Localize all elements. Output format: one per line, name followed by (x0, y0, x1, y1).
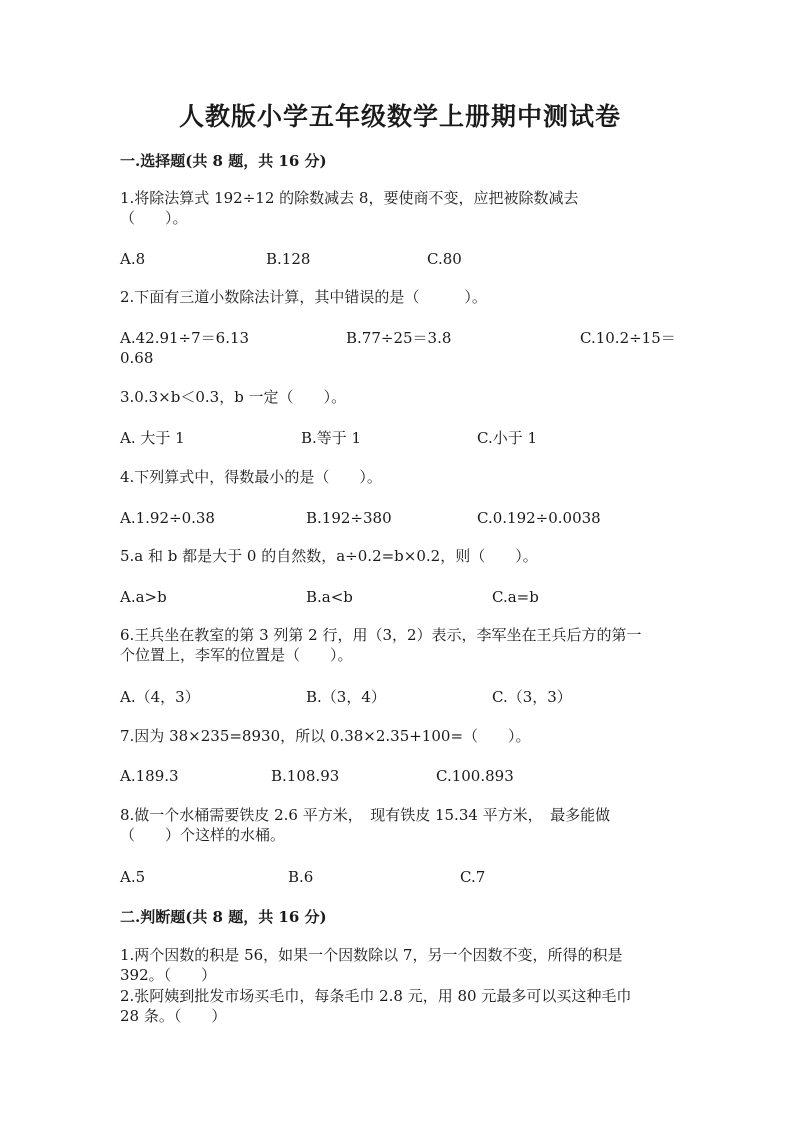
question-text-cont: （ ）。 (120, 209, 188, 227)
section-heading-judgement: 二.判断题(共 8 题，共 16 分) (120, 908, 327, 926)
options-1 (120, 249, 680, 269)
question-3 (120, 387, 680, 407)
options-6 (120, 687, 680, 707)
option-c: C.100.893 (436, 767, 514, 785)
question-text: 6.王兵坐在教室的第 3 列第 2 行，用（3，2）表示，李军坐在王兵后方的第一 (120, 626, 642, 644)
option-b: B.77÷25＝3.8 (346, 329, 452, 347)
option-b: B.192÷380 (306, 509, 392, 527)
option-a: A.5 (120, 868, 146, 886)
question-text-cont: 个位置上，李军的位置是（ ）。 (120, 646, 353, 664)
question-text: 1.将除法算式 192÷12 的除数减去 8，要使商不变，应把被除数减去 (120, 189, 579, 207)
question-6 (120, 625, 680, 665)
options-7 (120, 766, 680, 786)
question-5 (120, 546, 680, 566)
options-5 (120, 587, 680, 607)
question-text: 3.0.3×b＜0.3，b 一定（ ）。 (120, 388, 347, 406)
question-7 (120, 726, 680, 746)
option-c-cont: 0.68 (120, 349, 154, 367)
question-1 (120, 188, 680, 228)
judgement-question-2 (120, 986, 680, 1026)
option-b: B.6 (288, 868, 314, 886)
option-b: B.a<b (306, 588, 353, 606)
option-a: A.1.92÷0.38 (120, 509, 215, 527)
question-text-cont: 28 条。（ ） (120, 1007, 227, 1025)
options-8 (120, 867, 680, 887)
question-text: 2.张阿姨到批发市场买毛巾，每条毛巾 2.8 元，用 80 元最多可以买这种毛巾 (120, 987, 632, 1005)
option-b: B.等于 1 (301, 429, 362, 447)
options-4 (120, 508, 680, 528)
judgement-question-1 (120, 945, 680, 985)
option-c: C.a=b (492, 588, 539, 606)
question-4 (120, 467, 680, 487)
option-b: B.（3，4） (306, 688, 386, 706)
option-a: A.8 (120, 250, 146, 268)
page-title: 人教版小学五年级数学上册期中测试卷 (178, 102, 621, 131)
options-3 (120, 428, 680, 448)
option-c: C.10.2÷15＝ (580, 329, 676, 347)
question-text: 2.下面有三道小数除法计算，其中错误的是（ ）。 (120, 288, 487, 306)
option-c: C.小于 1 (477, 429, 538, 447)
option-a: A.189.3 (120, 767, 179, 785)
option-b: B.128 (266, 250, 311, 268)
question-text-cont: （ ）个这样的水桶。 (120, 826, 286, 844)
question-text-cont: 392。（ ） (120, 966, 217, 984)
question-text: 7.因为 38×235=8930，所以 0.38×2.35+100=（ ）。 (120, 727, 531, 745)
option-b: B.108.93 (271, 767, 340, 785)
option-a: A.a>b (120, 588, 167, 606)
option-c: C.0.192÷0.0038 (477, 509, 601, 527)
option-c: C.7 (460, 868, 486, 886)
option-a: A.42.91÷7＝6.13 (120, 329, 250, 347)
question-text: 4.下列算式中，得数最小的是（ ）。 (120, 468, 382, 486)
question-2 (120, 287, 680, 307)
question-text: 1.两个因数的积是 56，如果一个因数除以 7，另一个因数不变，所得的积是 (120, 946, 623, 964)
question-text: 5.a 和 b 都是大于 0 的自然数，a÷0.2=b×0.2，则（ ）。 (120, 547, 538, 565)
question-8 (120, 805, 680, 845)
options-2 (120, 328, 680, 348)
question-text: 8.做一个水桶需要铁皮 2.6 平方米， 现有铁皮 15.34 平方米， 最多能做 (120, 806, 611, 824)
option-c: C.（3，3） (492, 688, 572, 706)
option-a: A. 大于 1 (120, 429, 185, 447)
section-heading-choice: 一.选择题(共 8 题，共 16 分) (120, 152, 327, 170)
option-a: A.（4，3） (120, 688, 200, 706)
option-c: C.80 (427, 250, 462, 268)
